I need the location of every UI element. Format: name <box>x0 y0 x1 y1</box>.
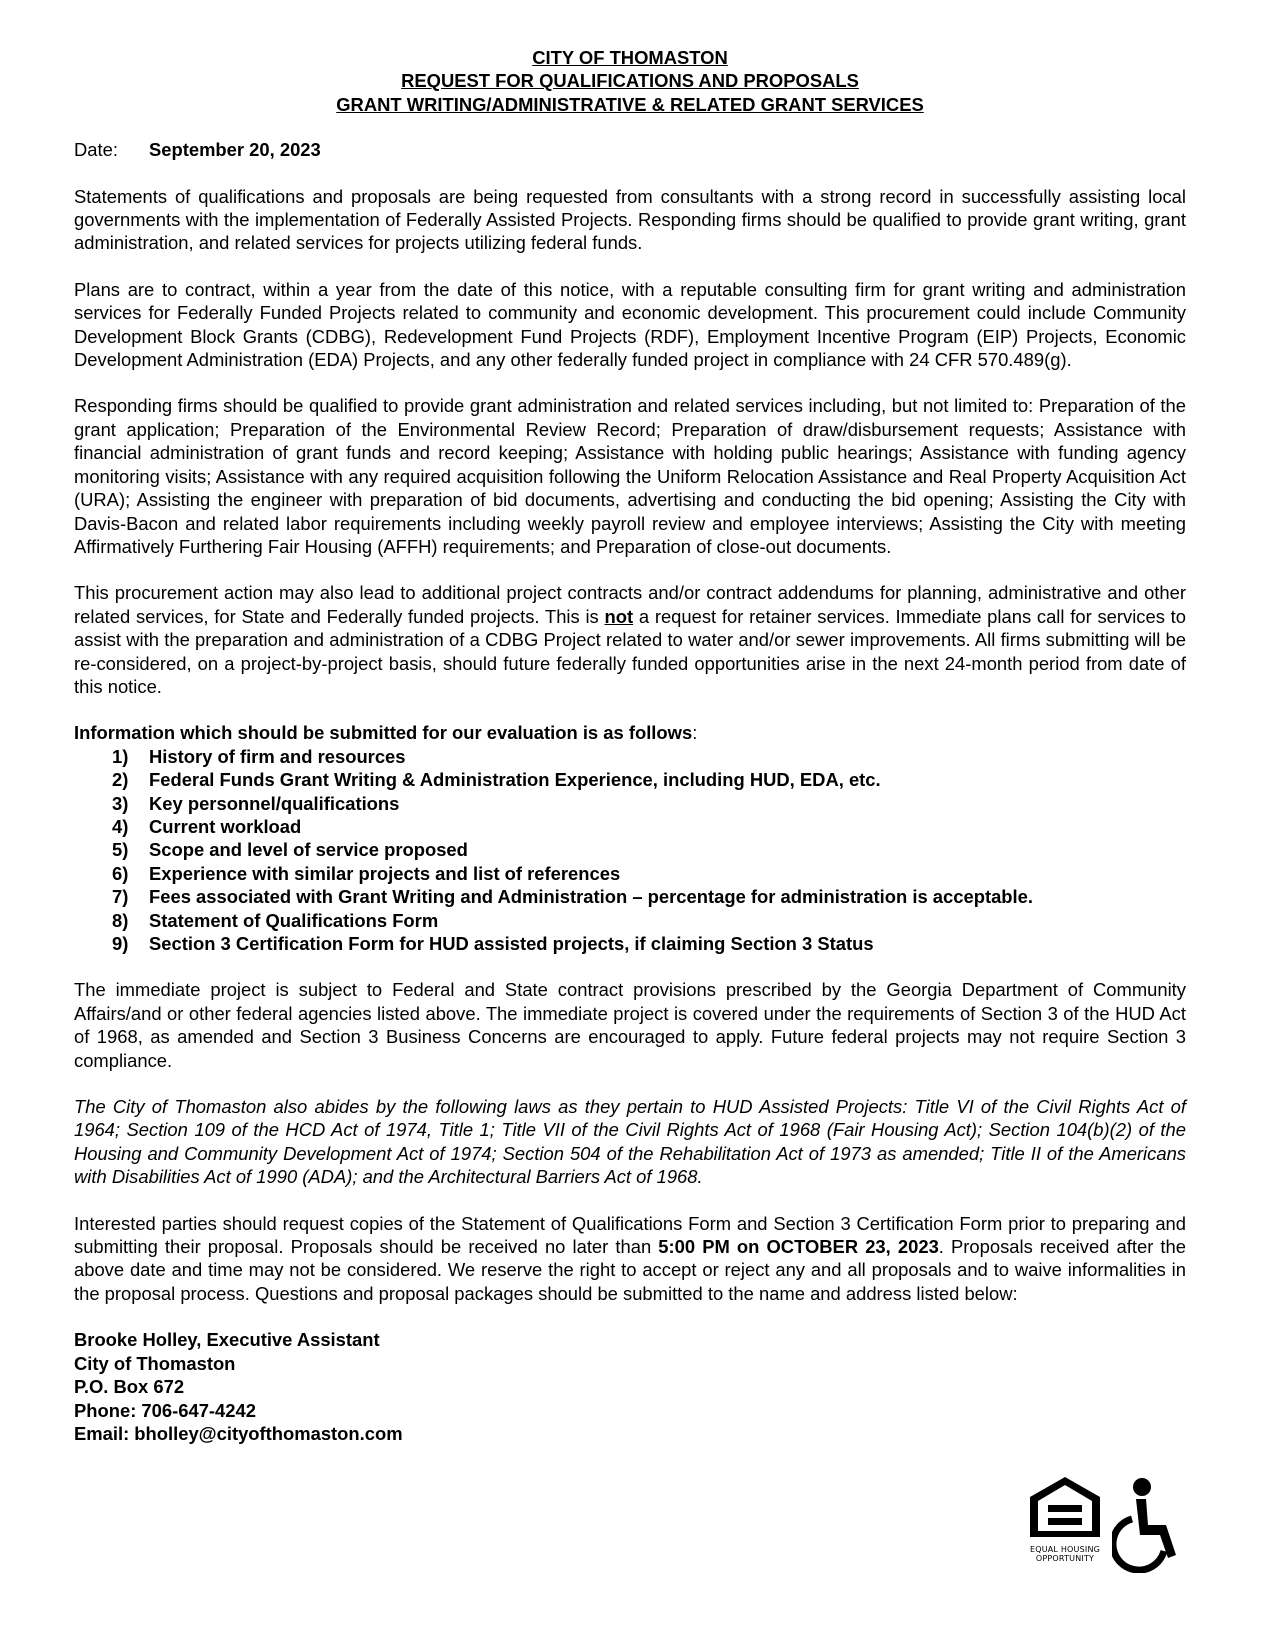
list-item <box>112 815 1186 838</box>
equal-housing-house-icon <box>1026 1475 1104 1545</box>
list-item-number: 9) <box>112 933 129 954</box>
procurement-text-b: a request for retainer services. Immediate plans call for services to assist with the preparation and administration of a CDBG Project related to water and/or sewer improvements. All firms submitting will be re-considered, on a project-by-project basis, should future federally funded opportunities arise in the next 24-month period from date of this notice. <box>74 605 1186 697</box>
contact-name: Brooke Holley, Executive Assistant <box>74 1329 380 1351</box>
date-label: Date: <box>74 139 118 161</box>
list-item-text: Statement of Qualifications Form <box>149 909 439 931</box>
list-item-number: 3) <box>112 792 129 814</box>
list-item-text: Section 3 Certification Form for HUD assisted projects, if claiming Section 3 Status <box>149 933 874 954</box>
contact-block <box>74 1328 1186 1445</box>
document-body <box>74 46 1186 1445</box>
list-item <box>112 885 1186 908</box>
paragraph-intro: Statements of qualifications and proposals are being requested from consultants with a strong record in successfully assisting local governments with the implementation of Federally Assisted Projects. Responding firms should be qualified to provide grant writing, grant administration, and related services for projects utilizing federal funds. <box>74 185 1186 254</box>
paragraph-procurement <box>74 581 1186 698</box>
list-item-text: Fees associated with Grant Writing and Administration – percentage for administration is acceptable. <box>149 886 1033 908</box>
logo-group <box>1026 1475 1182 1575</box>
list-item <box>112 768 1186 791</box>
contact-address: P.O. Box 672 <box>74 1376 185 1398</box>
contact-org: City of Thomaston <box>74 1352 236 1374</box>
info-heading-row <box>74 721 1186 744</box>
contact-phone: Phone: 706-647-4242 <box>74 1399 256 1421</box>
submission-deadline: 5:00 PM on OCTOBER 23, 2023 <box>658 1236 939 1258</box>
paragraph-section3: The immediate project is subject to Federal and State contract provisions prescribed by the Georgia Department of Community Affairs/and or other federal agencies listed above. The immediate project is covered under the requirements of Section 3 of the HUD Act of 1968, as amended and Section 3 Business Concerns are encouraged to apply. Future federal projects may not require Section 3 compliance. <box>74 979 1186 1071</box>
list-item <box>112 862 1186 885</box>
document-title <box>74 46 1186 116</box>
submission-text-b: . Proposals received after the above date and time may not be considered. We reserve the right to accept or reject any and all proposals and to waive informalities in the proposal process. Questions and proposal packages should be submitted to the name and address listed below: <box>74 1236 1186 1304</box>
list-item-text: Current workload <box>149 815 302 837</box>
contact-email: Email: bholley@cityofthomaston.com <box>74 1422 403 1444</box>
procurement-emphasis: not <box>604 605 634 627</box>
submission-text-a: Interested parties should request copies of the Statement of Qualifications Form and Section 3 Certification Form prior to preparing and submitting their proposal. Proposals should be received no later than <box>74 1212 1186 1258</box>
equal-housing-caption-line2: OPPORTUNITY <box>1035 1554 1095 1563</box>
list-item <box>112 792 1186 815</box>
list-item-text: Scope and level of service proposed <box>149 839 468 861</box>
list-item-text: Experience with similar projects and list of references <box>149 862 621 884</box>
procurement-text-a: This procurement action may also lead to additional project contracts and/or contract addendums for planning, administrative and other related services, for State and Federally funded projects. This is <box>74 582 1186 627</box>
list-item-text: Federal Funds Grant Writing & Administration Experience, including HUD, EDA, etc. <box>149 769 881 791</box>
requirements-list <box>74 745 1186 956</box>
date-row <box>74 138 1186 161</box>
info-heading-colon: : <box>692 722 698 744</box>
wheelchair-accessibility-icon <box>1112 1477 1182 1573</box>
paragraph-laws: The City of Thomaston also abides by the following laws as they pertain to HUD Assisted Projects: Title VI of the Civil Rights Act of 1964; Section 109 of the HCD Act of 1974, Title 1; Title VII of the Civil Rights Act of 1968 (Fair Housing Act); Section 104(b)(2) of the Housing and Community Development Act of 1974; Section 504 of the Rehabilitation Act of 1973 as amended; Title II of the Americans with Disabilities Act of 1990 (ADA); and the Architectural Barriers Act of 1968. <box>74 1096 1186 1188</box>
list-item-number: 6) <box>112 862 129 884</box>
list-item-number: 7) <box>112 886 129 908</box>
list-item-number: 4) <box>112 815 129 837</box>
equal-housing-caption-line1: EQUAL HOUSING <box>1029 1545 1101 1554</box>
title-request: REQUEST FOR QUALIFICATIONS AND PROPOSALS <box>401 70 859 92</box>
list-item-text: History of firm and resources <box>149 745 406 767</box>
paragraph-plans: Plans are to contract, within a year from the date of this notice, with a reputable consulting firm for grant writing and administration services for Federally Funded Projects related to community and economic development. This procurement could include Community Development Block Grants (CDBG), Redevelopment Fund Projects (RDF), Employment Incentive Program (EIP) Projects, Economic Development Administration (EDA) Projects, and any other federally funded project in compliance with 24 CFR 570.489(g). <box>74 278 1186 371</box>
paragraph-services: Responding firms should be qualified to provide grant administration and related services including, but not limited to: Preparation of the grant application; Preparation of the Environmental Review Record; Preparation of draw/disbursement requests; Assistance with financial administration of grant funds and record keeping; Assistance with holding public hearings; Assistance with funding agency monitoring visits; Assistance with any required acquisition following the Uniform Relocation Assistance and Real Property Acquisition Act (URA); Assisting the engineer with preparation of bid documents, advertising and conducting the bid opening; Assisting the City with Davis-Bacon and related labor requirements including weekly payroll review and employee interviews; Assisting the City with meeting Affirmatively Furthering Fair Housing (AFFH) requirements; and Preparation of close-out documents. <box>74 395 1186 557</box>
title-city: CITY OF THOMASTON <box>532 47 728 68</box>
list-item-text: Key personnel/qualifications <box>149 792 400 814</box>
equal-housing-caption <box>1026 1545 1104 1563</box>
paragraph-submission <box>74 1212 1186 1306</box>
title-services: GRANT WRITING/ADMINISTRATIVE & RELATED GRANT SERVICES <box>336 93 924 115</box>
list-item <box>112 838 1186 861</box>
list-item <box>112 745 1186 768</box>
list-item-number: 1) <box>112 745 129 767</box>
list-item-number: 2) <box>112 769 129 791</box>
list-item-number: 5) <box>112 839 129 861</box>
list-item-number: 8) <box>112 909 129 931</box>
list-item <box>112 932 1186 955</box>
equal-housing-logo <box>1026 1475 1104 1565</box>
list-item <box>112 909 1186 932</box>
info-heading: Information which should be submitted for our evaluation is as follows <box>74 722 693 744</box>
date-value: September 20, 2023 <box>149 139 321 161</box>
